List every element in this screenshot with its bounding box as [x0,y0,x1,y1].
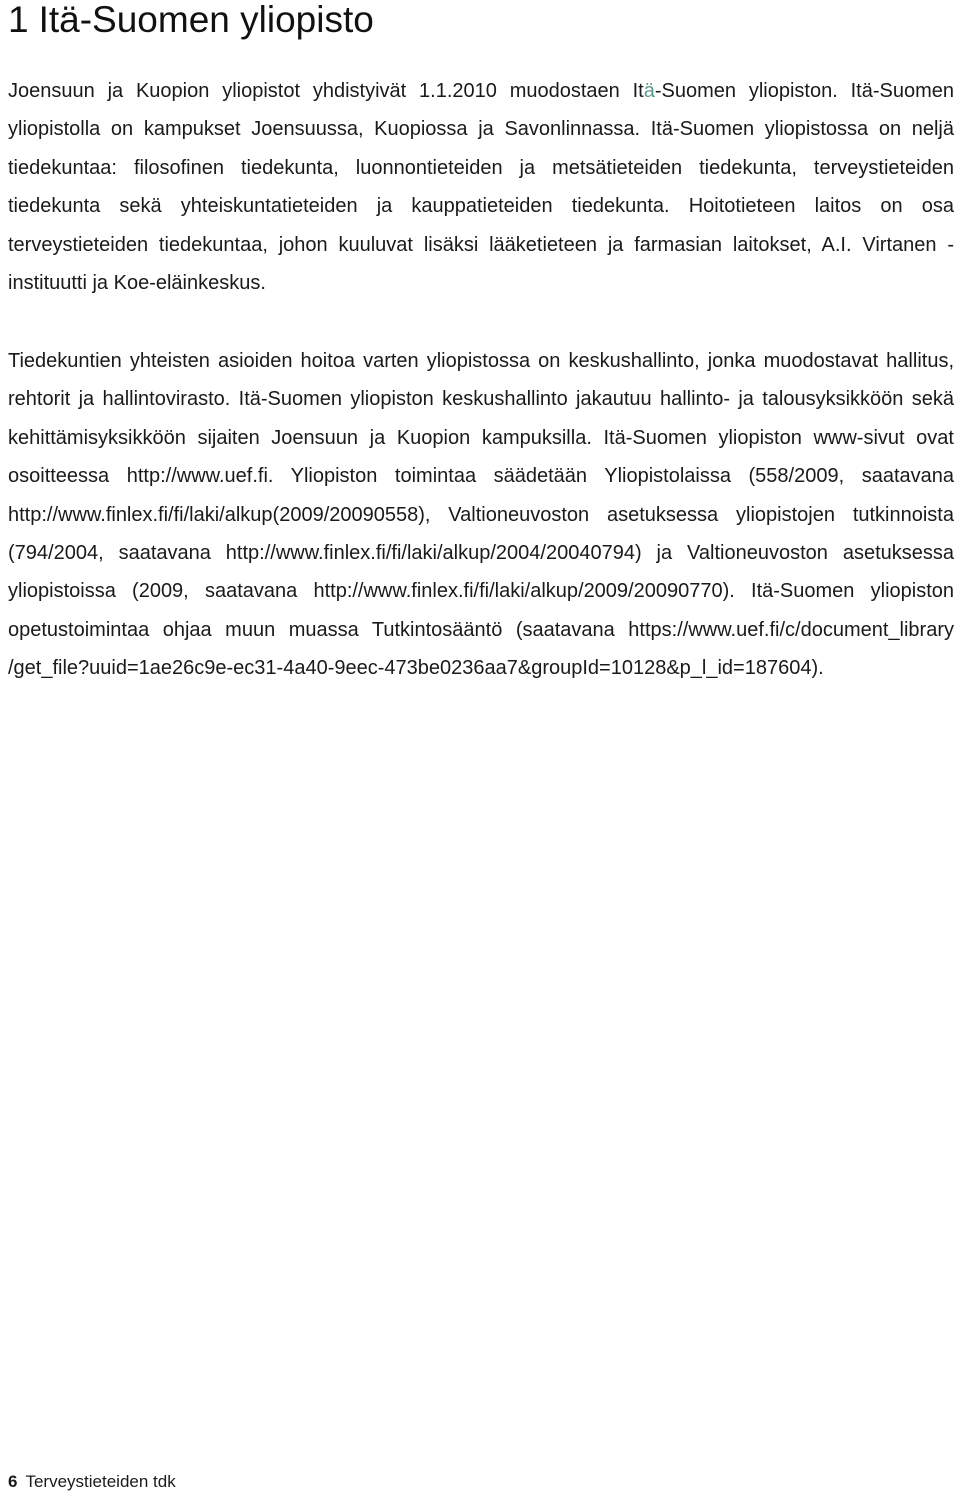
paragraph-administration: Tiedekuntien yhteisten asioiden hoitoa varten yliopistossa on keskushallinto, jonka muodostavat hallitus, rehtorit ja hallintovirasto. Itä-Suomen yliopiston keskushallinto jakautuu hallinto- ja talousyksikköön sekä kehittämisyksikköön sijaiten Joensuun ja Kuopion kampuksilla. Itä-Suomen yliopiston www-sivut ovat osoitteessa http://www.uef.fi. Yliopiston toimintaa säädetään Yliopistolaissa (558/2009, saatavana http://www.finlex.fi/fi/laki/alkup(2009/20090558), Valtioneuvoston asetuksessa yliopistojen tutkinnoista (794/2004, saatavana http://www.finlex.fi/fi/laki/​alkup/2004/20040794) ja Valtioneuvoston asetuksessa yliopistoissa (2009, saatavana http://www.finlex.fi/fi/laki/alkup/2009/20090770). Itä-Suomen yliopiston opetustoimintaa ohjaa muun muassa Tutkintosääntö (saatavana https://www.uef.fi/c/document_library /get_file?uuid=1ae26c9e-ec31-4a40-9eec-473be0236aa7&groupId=10128&p_l_id=187604). [8,350,954,680]
footer-section-title: Terveystieteiden tdk [25,1472,176,1491]
page-footer [8,1471,176,1493]
paragraph-1-text-start: Joensuun ja Kuopion yliopistot yhdistyivät 1.1.2010 muodostaen It [8,80,644,102]
page-number: 6 [8,1472,18,1491]
section-number: 1 [8,0,29,40]
paragraph-1-text-end: -Suomen yliopiston. Itä-Suomen yliopistolla on kampukset Joensuussa, Kuopiossa ja Savonlinnassa. Itä-Suomen yliopistossa on neljä tiedekuntaa: filosofinen tiedekunta, luonnontieteiden ja metsätieteiden tiedekunta, terveystieteiden tiedekunta sekä yhteiskuntatieteiden ja kauppatieteiden tiedekunta. Hoitotieteen laitos on osa terveystieteiden tiedekuntaa, johon kuuluvat lisäksi lääketieteen ja farmasian laitokset, A.I. Virtanen -instituutti ja Koe-eläinkeskus. [8,80,954,295]
section-title: Itä-Suomen yliopisto [38,0,374,40]
paragraph-university-intro [8,72,954,302]
paragraph-1-accent-letter: ä [643,80,655,102]
section-heading [8,0,374,42]
